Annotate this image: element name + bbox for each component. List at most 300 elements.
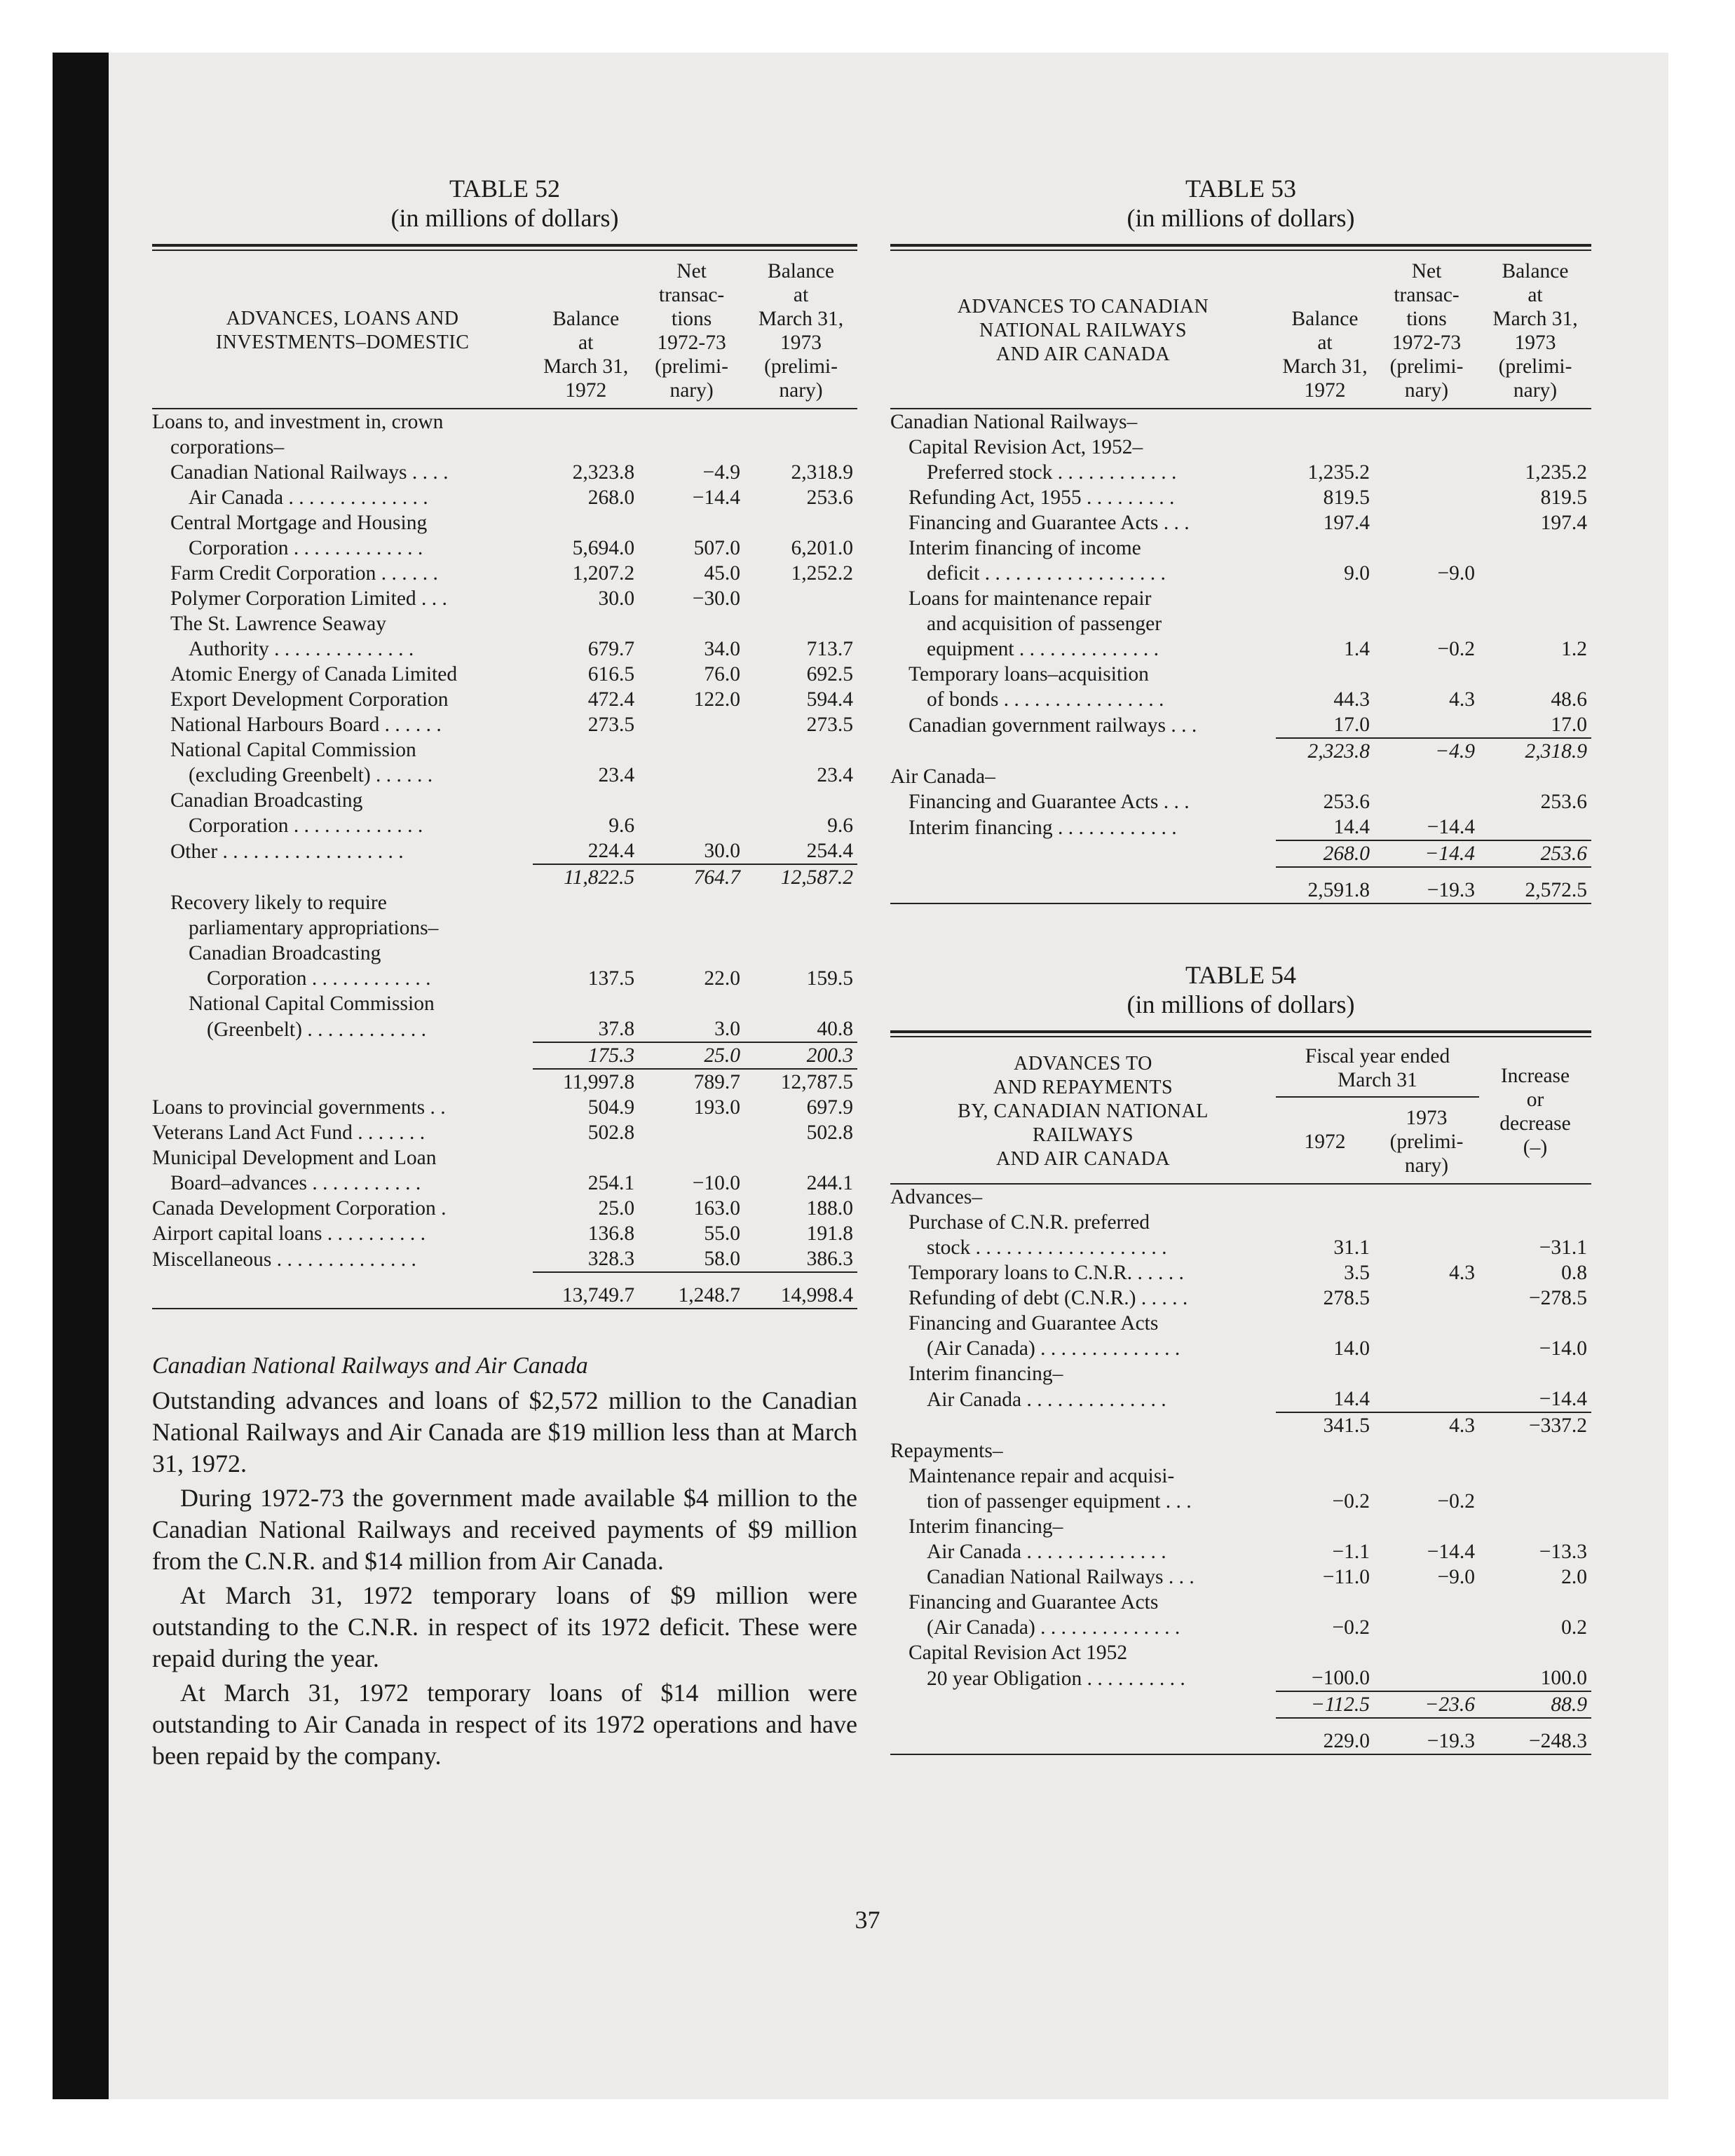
table52-row-label: Polymer Corporation Limited . . . [170, 587, 447, 610]
table52-cell [533, 991, 639, 1016]
table54-stub-header: ADVANCES TO AND REPAYMENTS BY, CANADIAN NATIONAL RAILWAYS AND AIR CANADA [890, 1037, 1276, 1184]
table52-cell: 137.5 [587, 967, 635, 990]
table52-caption [152, 174, 857, 233]
table52-row [152, 435, 857, 460]
table52-cell: 273.5 [806, 714, 853, 736]
table54-group-header: Fiscal year ended March 31 [1276, 1037, 1479, 1097]
binding-edge [53, 53, 109, 2099]
table54-cell [1374, 1590, 1479, 1615]
table53-cell [1479, 586, 1591, 611]
table52-row-label: Canadian National Railways . . . . [170, 461, 449, 484]
table52-cell: 386.3 [744, 1246, 857, 1272]
table52-row [152, 485, 857, 510]
table54-cell [1374, 1640, 1479, 1665]
table52-cell: 136.8 [587, 1222, 635, 1245]
table53-row [890, 409, 1591, 435]
table53-row [890, 867, 1591, 903]
table52-cell: 5,694.0 [572, 537, 635, 559]
table52-row [152, 611, 857, 636]
table54-cell [1374, 1235, 1479, 1260]
table52-cell [639, 763, 744, 788]
table54-row [890, 1311, 1591, 1336]
table53-cell: 268.0 [1276, 840, 1374, 867]
table52-cell: 188.0 [806, 1197, 853, 1220]
table52-row [152, 687, 857, 712]
table53-cell: −19.3 [1374, 867, 1479, 903]
table52-cell: 40.8 [744, 1016, 857, 1042]
table53-cell: 819.5 [1540, 486, 1587, 509]
table54-cell [1276, 1438, 1374, 1464]
table54-cell: −13.3 [1539, 1541, 1587, 1563]
table52-cell [744, 510, 857, 535]
table54-cell: 14.4 [1276, 1386, 1374, 1412]
paragraph-3: At March 31, 1972 temporary loans of $9 million were outstanding to the C.N.R. in respect of its 1972 deficit. These were repaid during the year. [152, 1581, 857, 1672]
table53-body [890, 409, 1591, 903]
table54-cell: 229.0 [1276, 1718, 1374, 1754]
table53-row-label: Temporary loans–acquisition [909, 663, 1149, 685]
table53-cell [1479, 561, 1591, 586]
table53-row [890, 435, 1591, 460]
table52-row-label: parliamentary appropriations– [189, 917, 439, 939]
table54-cell: −0.2 [1332, 1616, 1370, 1639]
table52-cell [533, 890, 639, 915]
table52-cell: 191.8 [806, 1222, 853, 1245]
table54-row [890, 1210, 1591, 1235]
table54-row-label: Temporary loans to C.N.R. . . . . . [909, 1262, 1184, 1284]
table52-row [152, 1095, 857, 1120]
table54-cell: −337.2 [1528, 1414, 1587, 1437]
table54-row-label: Advances– [890, 1186, 983, 1208]
table52-cell: 11,822.5 [564, 866, 635, 889]
table54-row [890, 1615, 1591, 1640]
table52-row [152, 864, 857, 890]
table53-cell: −0.2 [1437, 638, 1475, 660]
table53-row-label: deficit . . . . . . . . . . . . . . . . . . [927, 562, 1166, 585]
table53-cell [1276, 611, 1374, 636]
table54-cell [1276, 1210, 1374, 1235]
table52-cell: 76.0 [704, 663, 741, 685]
table53-row-label [890, 738, 1276, 764]
table54-cell: −0.2 [1437, 1490, 1475, 1513]
table54-unit: (in millions of dollars) [1127, 990, 1355, 1018]
table52-cell [639, 941, 744, 966]
table53-title: TABLE 53 [1185, 175, 1297, 203]
table53-col3-header: Balance at March 31, 1973 (prelimi- nary) [1479, 251, 1591, 409]
table54-cell: −11.0 [1322, 1566, 1370, 1588]
table52-cell: 9.6 [608, 814, 635, 837]
table53-row-label: Refunding Act, 1955 . . . . . . . . . [909, 486, 1175, 509]
table53-cell [1479, 611, 1591, 636]
table54-row [890, 1514, 1591, 1539]
table54-cell [1374, 1210, 1479, 1235]
table54-cell [1374, 1464, 1479, 1489]
table52-cell: 13,749.7 [533, 1272, 639, 1309]
table53-cell [1374, 409, 1479, 435]
table52-cell: 34.0 [704, 638, 741, 660]
table54-cell [1479, 1438, 1591, 1464]
table54-cell [1276, 1311, 1374, 1336]
table52-col1-header: Balance at March 31, 1972 [533, 251, 639, 409]
table54-row [890, 1665, 1591, 1691]
table52-cell: 163.0 [693, 1197, 741, 1220]
table54-cell [1374, 1438, 1479, 1464]
table54-header-row-1 [890, 1037, 1591, 1097]
table52-cell [533, 1145, 639, 1171]
table52-row-label: (Greenbelt) . . . . . . . . . . . . [207, 1018, 426, 1041]
table54-title: TABLE 54 [1185, 961, 1297, 989]
table54-row-label: Financing and Guarantee Acts [909, 1312, 1159, 1335]
table52-row [152, 966, 857, 991]
table52-row-label [152, 1272, 533, 1309]
table54-cell [1374, 1311, 1479, 1336]
table52-top-rule [152, 244, 857, 251]
table52-cell [639, 915, 744, 941]
table54-caption [890, 960, 1591, 1019]
table52-cell: 328.3 [533, 1246, 639, 1272]
table54-cell: −0.2 [1332, 1490, 1370, 1513]
table52-row [152, 535, 857, 561]
table53-row-label: and acquisition of passenger [927, 613, 1162, 635]
table52-cell [744, 941, 857, 966]
table53-cell [1374, 662, 1479, 687]
table52-row [152, 510, 857, 535]
table54-row-label [890, 1718, 1276, 1754]
table52-row [152, 712, 857, 737]
table52-row-label: Corporation . . . . . . . . . . . . [207, 967, 431, 990]
table53-cell: 253.6 [1540, 791, 1587, 813]
left-column [152, 174, 857, 1775]
table53 [890, 251, 1591, 904]
table54-row-label: Interim financing– [909, 1363, 1063, 1385]
table54-cell: −14.4 [1427, 1541, 1475, 1563]
table52-row [152, 460, 857, 485]
table52-row-label [152, 864, 533, 890]
table53-row [890, 814, 1591, 840]
table52-cell: 1,252.2 [791, 562, 853, 585]
table53-cell [1374, 586, 1479, 611]
table54-cell: 4.3 [1449, 1414, 1475, 1437]
table53-cell [1479, 435, 1591, 460]
table54-cell: 341.5 [1323, 1414, 1370, 1437]
table54-row-label: Maintenance repair and acquisi- [909, 1465, 1175, 1487]
table52-cell: 679.7 [587, 638, 635, 660]
table52-cell: 504.9 [587, 1096, 635, 1119]
table53-cell: 197.4 [1323, 512, 1370, 534]
table52-cell [639, 510, 744, 535]
table54-cell [1479, 1210, 1591, 1235]
table53-row [890, 561, 1591, 586]
table53-row-label: Air Canada– [890, 765, 995, 788]
table53-cell [1479, 535, 1591, 561]
table54-body [890, 1184, 1591, 1754]
table54-cell [1479, 1640, 1591, 1665]
table52-row-label: Canadian Broadcasting [170, 789, 363, 812]
table52-row [152, 1016, 857, 1042]
table53-row-label: Preferred stock . . . . . . . . . . . . [927, 461, 1177, 484]
table52-cell [744, 1145, 857, 1171]
table53-cell: 1.2 [1561, 638, 1587, 660]
table54-row-label: 20 year Obligation . . . . . . . . . . [927, 1667, 1185, 1690]
table54-row [890, 1184, 1591, 1210]
table53-caption [890, 174, 1591, 233]
table52-cell: 12,587.2 [780, 866, 853, 889]
table52-cell [744, 586, 857, 611]
table54-row-label: Capital Revision Act 1952 [909, 1642, 1128, 1664]
table54-row [890, 1590, 1591, 1615]
table53-row-label: Financing and Guarantee Acts . . . [909, 512, 1190, 534]
page-number: 37 [855, 1906, 880, 1934]
table53-cell [1276, 435, 1374, 460]
table52-cell: 45.0 [704, 562, 741, 585]
table53-cell [1374, 485, 1479, 510]
table53-cell: 2,318.9 [1525, 740, 1587, 763]
table54-row [890, 1489, 1591, 1514]
table53-cell: 1,235.2 [1307, 461, 1370, 484]
table53-row [890, 662, 1591, 687]
table53-row [890, 611, 1591, 636]
table52-row-label: Air Canada . . . . . . . . . . . . . . [189, 486, 428, 509]
table52-cell: 502.8 [587, 1121, 635, 1144]
table54-row [890, 1285, 1591, 1311]
table53-cell: −9.0 [1437, 562, 1475, 585]
table52-cell: −30.0 [692, 587, 741, 610]
table52-cell [639, 1120, 744, 1145]
table52-cell [639, 788, 744, 813]
table54-col1-header: 1972 [1276, 1097, 1374, 1184]
table52-row [152, 561, 857, 586]
table54-row [890, 1464, 1591, 1489]
table52-row-label: Recovery likely to require [170, 892, 387, 914]
table52-row [152, 1171, 857, 1196]
table53-cell [1374, 435, 1479, 460]
table52 [152, 251, 857, 1309]
table52-cell: −14.4 [692, 486, 741, 509]
table53-cell: 9.0 [1344, 562, 1370, 585]
table52-cell: 159.5 [806, 967, 853, 990]
table54-row-label: Air Canada . . . . . . . . . . . . . . [927, 1541, 1166, 1563]
table54-row-label: Air Canada . . . . . . . . . . . . . . [927, 1389, 1166, 1411]
table53-row [890, 789, 1591, 814]
table53-unit: (in millions of dollars) [1127, 204, 1355, 232]
table53-cell: −4.9 [1435, 740, 1475, 763]
table53-cell: 819.5 [1323, 486, 1370, 509]
table54-top-rule [890, 1030, 1591, 1037]
table53-top-rule [890, 244, 1591, 251]
table52-cell: 697.9 [806, 1096, 853, 1119]
table53-row [890, 586, 1591, 611]
table52-row-label: Miscellaneous . . . . . . . . . . . . . . [152, 1248, 416, 1271]
table52-row [152, 662, 857, 687]
table53-row [890, 510, 1591, 535]
table54-cell: 31.1 [1333, 1236, 1370, 1259]
table53-row [890, 738, 1591, 764]
table52-cell [639, 813, 744, 838]
table53-cell [1374, 460, 1479, 485]
table53-cell: 48.6 [1551, 688, 1587, 711]
table53-cell [1374, 789, 1479, 814]
table52-row-label: National Capital Commission [189, 992, 435, 1015]
table54-cell [1276, 1640, 1374, 1665]
table52-cell: 268.0 [587, 486, 635, 509]
table54-cell [1479, 1489, 1591, 1514]
table54-cell: 4.3 [1449, 1262, 1475, 1284]
table53-row [890, 687, 1591, 712]
table52-row-label [152, 1069, 533, 1095]
table52-header-row [152, 251, 857, 409]
table52-cell [744, 409, 857, 435]
table52-cell: 22.0 [704, 967, 741, 990]
table52-cell [639, 737, 744, 763]
table52-row [152, 1221, 857, 1246]
table53-cell [1479, 662, 1591, 687]
table54-cell [1479, 1464, 1591, 1489]
table52-cell: 25.0 [598, 1197, 635, 1220]
table52-row-label: Airport capital loans . . . . . . . . . . [152, 1222, 426, 1245]
table54-row-label: (Air Canada) . . . . . . . . . . . . . . [927, 1337, 1181, 1360]
table52-cell [639, 1145, 744, 1171]
table52-cell [744, 890, 857, 915]
table53-row-label: Canadian National Railways– [890, 411, 1138, 433]
table54-cell: 14.0 [1333, 1337, 1370, 1360]
table53-cell: 1.4 [1344, 638, 1370, 660]
table54-cell [1479, 1361, 1591, 1386]
table52-cell: 692.5 [806, 663, 853, 685]
table53-cell [1479, 764, 1591, 789]
table54-cell: −278.5 [1528, 1287, 1587, 1309]
table52-row-label [152, 1042, 533, 1069]
table52-cell [639, 611, 744, 636]
table53-cell [1479, 814, 1591, 840]
table52-cell: 175.3 [533, 1042, 639, 1069]
table52-row [152, 788, 857, 813]
table54-cell: −19.3 [1374, 1718, 1479, 1754]
table52-cell [639, 435, 744, 460]
table54-cell [1374, 1665, 1479, 1691]
table52-cell [744, 788, 857, 813]
table52-row [152, 941, 857, 966]
table52-cell: 224.4 [533, 838, 639, 864]
table52-row [152, 991, 857, 1016]
table54-cell: −14.0 [1539, 1337, 1587, 1360]
table54-cell [1479, 1184, 1591, 1210]
table52-row [152, 813, 857, 838]
table53-cell: 44.3 [1333, 688, 1370, 711]
table53-header-row [890, 251, 1591, 409]
table52-row [152, 1246, 857, 1272]
table52-cell: 273.5 [587, 714, 635, 736]
table53-cell [1276, 662, 1374, 687]
table53-row-label: Interim financing . . . . . . . . . . . . [909, 817, 1177, 839]
table52-row-label: corporations– [170, 436, 285, 458]
table54-row [890, 1336, 1591, 1361]
table53-cell: 4.3 [1449, 688, 1475, 711]
table52-row-label: Corporation . . . . . . . . . . . . . [189, 537, 423, 559]
table52-row [152, 1272, 857, 1309]
table53-row [890, 712, 1591, 738]
table53-col2-header: Net transac- tions 1972-73 (prelimi- nary) [1374, 251, 1479, 409]
table52-cell [533, 737, 639, 763]
table54-row-label: stock . . . . . . . . . . . . . . . . . . . [927, 1236, 1167, 1259]
table52-cell: 1,248.7 [639, 1272, 744, 1309]
table52-cell: 55.0 [704, 1222, 741, 1245]
table52-row [152, 1042, 857, 1069]
table52-row [152, 1196, 857, 1221]
table52-cell: 253.6 [806, 486, 853, 509]
table53-cell [1374, 764, 1479, 789]
table52-row-label: Loans to provincial governments . . [152, 1096, 446, 1119]
table52-row-label: Authority . . . . . . . . . . . . . . [189, 638, 414, 660]
table52-cell: 616.5 [587, 663, 635, 685]
table53-cell: −14.4 [1374, 840, 1479, 867]
table53-row-label: of bonds . . . . . . . . . . . . . . . . [927, 688, 1164, 711]
table52-cell: 594.4 [806, 688, 853, 711]
table53-cell [1276, 535, 1374, 561]
table54-cell [1374, 1386, 1479, 1412]
table53-row [890, 485, 1591, 510]
table52-cell [533, 409, 639, 435]
table53-row-label: Capital Revision Act, 1952– [909, 436, 1143, 458]
table53-cell: 17.0 [1276, 712, 1374, 738]
table54-cell [1374, 1285, 1479, 1311]
table52-cell: 25.0 [639, 1042, 744, 1069]
table53-row-label: Interim financing of income [909, 537, 1141, 559]
table52-row-label: National Capital Commission [170, 739, 416, 761]
table53-col1-header: Balance at March 31, 1972 [1276, 251, 1374, 409]
table52-unit: (in millions of dollars) [390, 204, 619, 232]
table54-cell [1374, 1514, 1479, 1539]
table52-row-label: Farm Credit Corporation . . . . . . [170, 562, 438, 585]
right-column [890, 174, 1591, 1755]
table54-row [890, 1260, 1591, 1285]
table54-row-label: Financing and Guarantee Acts [909, 1591, 1159, 1613]
table52-cell: 11,997.8 [562, 1071, 635, 1093]
table52-row [152, 838, 857, 864]
table53-row-label: equipment . . . . . . . . . . . . . . [927, 638, 1159, 660]
table52-cell: 30.0 [639, 838, 744, 864]
table53-cell [1276, 586, 1374, 611]
table52-row-label: Canada Development Corporation . [152, 1197, 447, 1220]
table52-cell: 254.4 [744, 838, 857, 864]
table53-row-label: Canadian government railways . . . [909, 714, 1197, 737]
table54-cell: 278.5 [1323, 1287, 1370, 1309]
table54-row [890, 1412, 1591, 1438]
table54-row-label [890, 1412, 1276, 1438]
table52-cell: 37.8 [533, 1016, 639, 1042]
table54-cell: −31.1 [1539, 1236, 1587, 1259]
table54-row [890, 1361, 1591, 1386]
table52-cell [744, 435, 857, 460]
table54-row-label: Purchase of C.N.R. preferred [909, 1211, 1150, 1234]
table53-stub-header: ADVANCES TO CANADIAN NATIONAL RAILWAYS AND AIR CANADA [890, 251, 1276, 409]
table54-cell: −112.5 [1276, 1691, 1374, 1718]
table52-cell: 193.0 [693, 1096, 741, 1119]
table52-cell: 6,201.0 [791, 537, 853, 559]
table53-row-label: Financing and Guarantee Acts . . . [909, 791, 1190, 813]
table52-cell [533, 510, 639, 535]
table52-col3-header: Balance at March 31, 1973 (prelimi- nary) [744, 251, 857, 409]
table52-cell [744, 915, 857, 941]
table53-cell: 2,323.8 [1307, 740, 1370, 763]
table52-cell [639, 890, 744, 915]
table52-cell [744, 737, 857, 763]
table52-row-label: Loans to, and investment in, crown [152, 411, 444, 433]
table53-row-label: Loans for maintenance repair [909, 587, 1152, 610]
table54 [890, 1037, 1591, 1755]
table53-cell: 17.0 [1479, 712, 1591, 738]
table52-cell: 30.0 [598, 587, 635, 610]
table53-cell: 1,235.2 [1525, 461, 1587, 484]
table52-row-label: (excluding Greenbelt) . . . . . . [189, 764, 433, 786]
